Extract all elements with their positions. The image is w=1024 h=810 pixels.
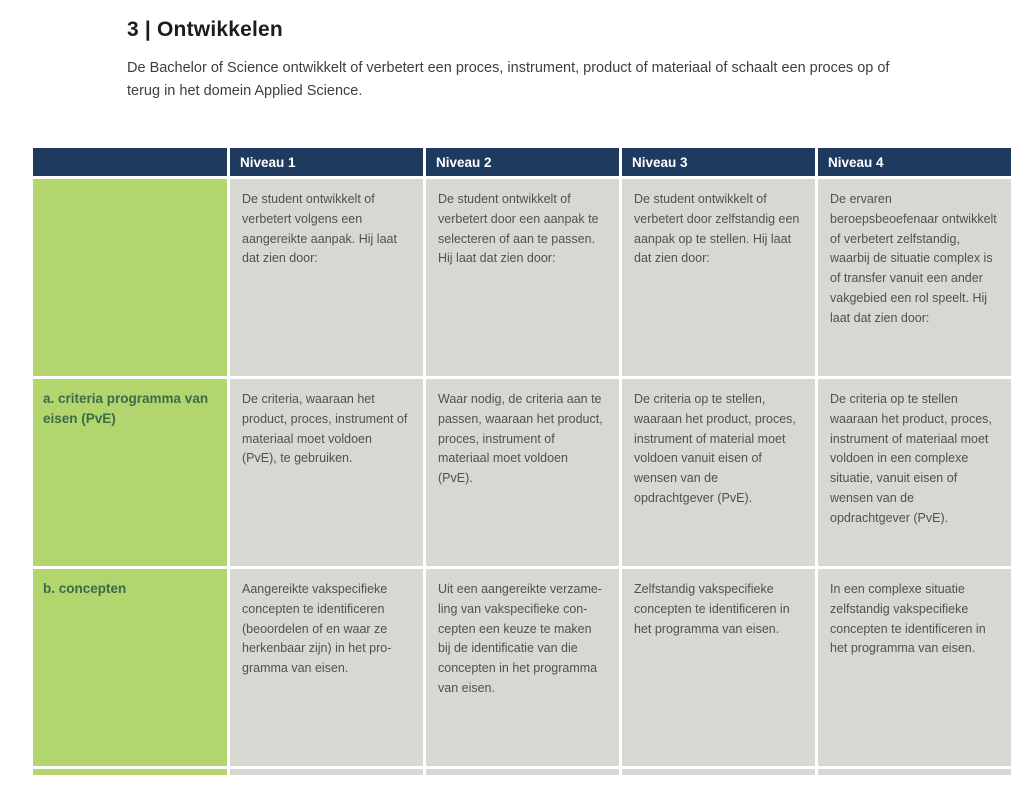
intro-paragraph: De Bachelor of Science ontwikkelt of verbetert een proces, instrument, product of materiaal of schaalt een proces op of terug in het domein Applied Science. bbox=[127, 60, 890, 99]
table-cell-cutoff-niveau-4 bbox=[818, 769, 1011, 775]
table-cell-concepten-niveau-2: Uit een aangereikte verzame-ling van vakspecifieke con-cepten een keuze te maken bij de identificatie van die concepten in het programma van eisen. bbox=[426, 569, 619, 766]
column-header-niveau-3: Niveau 3 bbox=[622, 148, 815, 176]
table-cell-cutoff-niveau-3 bbox=[622, 769, 815, 775]
table-cell-concepten-niveau-1: Aangereikte vakspecifieke concepten te identificeren (beoordelen of en waar ze herkenbaar zijn) in het pro-gramma van eisen. bbox=[230, 569, 423, 766]
table-cell-criteria-niveau-3: De criteria op te stellen, waaraan het product, proces, instrument of material moet voldoen vanuit eisen of wensen van de opdrachtgever (PvE). bbox=[622, 379, 815, 566]
table-cell-criteria-niveau-4: De criteria op te stellen waaraan het product, proces, instrument of materiaal moet voldoen in een complexe situatie, vanuit eisen of wensen van de opdrachtgever (PvE). bbox=[818, 379, 1011, 566]
column-header-niveau-2: Niveau 2 bbox=[426, 148, 619, 176]
table-header-corner bbox=[33, 148, 227, 176]
table-cell-intro-niveau-4: De ervaren beroepsbeoefenaar ontwikkelt of verbetert zelfstandig, waarbij de situatie complex is of transfer vanuit een ander vakgebied een rol speelt. Hij laat dat zien door: bbox=[818, 179, 1011, 376]
table-cell-concepten-niveau-4: In een complexe situatie zelfstandig vakspecifieke concepten te identificeren in het programma van eisen. bbox=[818, 569, 1011, 766]
row-label-criteria-pve: a. criteria programma van eisen (PvE) bbox=[33, 379, 227, 566]
row-label-intro bbox=[33, 179, 227, 376]
row-label-cutoff bbox=[33, 769, 227, 775]
column-header-niveau-1: Niveau 1 bbox=[230, 148, 423, 176]
table-cell-intro-niveau-2: De student ontwikkelt of verbetert door een aanpak te selecteren of aan te passen. Hij laat dat zien door: bbox=[426, 179, 619, 376]
table-cell-intro-niveau-1: De student ontwikkelt of verbetert volgens een aangereikte aanpak. Hij laat dat zien door: bbox=[230, 179, 423, 376]
table-cell-intro-niveau-3: De student ontwikkelt of verbetert door zelfstandig een aanpak op te stellen. Hij laat dat zien door: bbox=[622, 179, 815, 376]
table-cell-concepten-niveau-3: Zelfstandig vakspecifieke concepten te identificeren in het programma van eisen. bbox=[622, 569, 815, 766]
row-label-concepten: b. concepten bbox=[33, 569, 227, 766]
table-cell-criteria-niveau-1: De criteria, waaraan het product, proces, instrument of materiaal moet voldoen (PvE), te gebruiken. bbox=[230, 379, 423, 566]
table-cell-criteria-niveau-2: Waar nodig, de criteria aan te passen, waaraan het product, proces, instrument of materiaal moet voldoen (PvE). bbox=[426, 379, 619, 566]
table-cell-cutoff-niveau-1 bbox=[230, 769, 423, 775]
page-title: 3 | Ontwikkelen bbox=[127, 18, 283, 41]
rubric-table bbox=[33, 148, 1014, 775]
table-cell-cutoff-niveau-2 bbox=[426, 769, 619, 775]
column-header-niveau-4: Niveau 4 bbox=[818, 148, 1011, 176]
